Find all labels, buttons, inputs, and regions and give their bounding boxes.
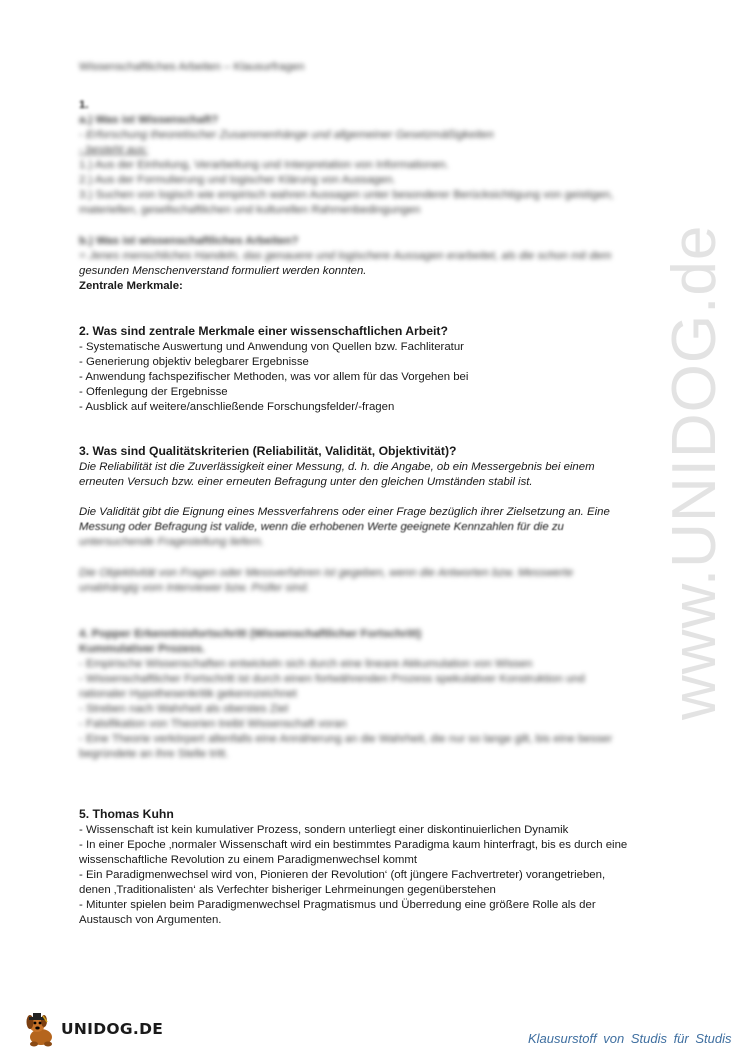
section-3-validity: Messung oder Befragung ist valide, wenn die erhobenen Werte geeignete Kennzahlen für die zu [79, 521, 564, 533]
section-3-title: 3. Was sind Qualitätskriterien (Reliabilität, Validität, Objektivität)? [79, 444, 457, 458]
section-1a-line: 3.) Suchen von logisch wie empirisch wahren Aussagen unter besonderer Berücksichtigung von geistigen, [79, 189, 614, 201]
section-4-item: - Eine Theorie verkörpert allenfalls eine Annäherung an die Wahrheit, die nur so lange gilt, bis eine besser [79, 733, 613, 745]
section-1a-line: 2.) Aus der Formulierung und logischer Klärung von Aussagen. [79, 174, 396, 186]
section-5-item: Austausch von Argumenten. [79, 914, 222, 926]
section-1b-line: = Jenes menschliches Handeln, das genauere und logischere Aussagen erarbeitet, als die schon mit dem [79, 250, 612, 262]
section-2-item: - Systematische Auswertung und Anwendung von Quellen bzw. Fachliteratur [79, 341, 464, 353]
section-3-objectivity: unabhängig vom Interviewer bzw. Prüfer sind. [79, 582, 310, 594]
section-4-subtitle: Kummulativer Prozess. [79, 643, 205, 655]
section-3-objectivity: Die Objektivität von Fragen oder Messverfahren ist gegeben, wenn die Antworten bzw. Messwerte [79, 567, 574, 579]
section-2-item: - Anwendung fachspezifischer Methoden, was vor allem für das Vorgehen bei [79, 371, 469, 383]
section-5-item: - In einer Epoche ‚normaler Wissenschaft wird ein bestimmtes Paradigma kaum hinterfragt, bis es durch eine [79, 839, 628, 851]
section-4-item: - Falsifikation von Theorien treibt Wissenschaft voran [79, 718, 347, 730]
section-1-number: 1. [79, 99, 89, 111]
section-5-item: - Mitunter spielen beim Paradigmenwechsel Pragmatismus und Überredung eine größere Rolle als der [79, 899, 596, 911]
section-5-item: denen ‚Traditionalisten‘ als Verfechter bisheriger Lehrmeinungen gegenüberstehen [79, 884, 496, 896]
section-3-reliability: Die Reliabilität ist die Zuverlässigkeit einer Messung, d. h. die Angabe, ob ein Messergebnis bei einem [79, 461, 595, 473]
section-4-title: 4. Popper Erkenntnisfortschritt (Wissenschaftlicher Fortschritt) [79, 628, 422, 640]
logo-text: UNIDOG.DE [61, 1020, 164, 1038]
dog-icon [24, 1012, 64, 1048]
section-3-validity: untersuchende Fragestellung liefern. [79, 536, 264, 548]
section-3-reliability: erneuten Versuch bzw. einer erneuten Befragung unter den gleichen Umständen stabil ist. [79, 476, 533, 488]
section-2-title: 2. Was sind zentrale Merkmale einer wissenschaftlichen Arbeit? [79, 324, 448, 338]
section-1-merkmale: Zentrale Merkmale: [79, 280, 183, 292]
section-1a-line: materiellen, gesellschaftlichen und kulturellen Rahmenbedingungen [79, 204, 421, 216]
section-5-item: - Wissenschaft ist kein kumulativer Prozess, sondern unterliegt einer diskontinuierlichen Dynamik [79, 824, 569, 836]
section-5-item: wissenschaftliche Revolution zu einem Paradigmenwechsel kommt [79, 854, 418, 866]
section-1a-line: 1.) Aus der Einholung, Verarbeitung und Interpretation von Informationen. [79, 159, 449, 171]
footer-tagline: Klausurstoff von Studis für Studis [528, 1031, 732, 1046]
section-1a-line: - besteht aus: [79, 144, 149, 156]
section-2-item: - Generierung objektiv belegbarer Ergebnisse [79, 356, 309, 368]
unidog-logo[interactable] [24, 1012, 164, 1048]
section-4-item: - Streben nach Wahrheit als oberstes Ziel [79, 703, 289, 715]
document-header: Wissenschaftliches Arbeiten – Klausurfragen [79, 61, 305, 73]
section-5-item: - Ein Paradigmenwechsel wird von, Pionieren der Revolution‘ (oft jüngere Fachvertreter) vorangetrieben, [79, 869, 606, 881]
section-4-item: rationaler Hypothesenkritik gekennzeichnet [79, 688, 297, 700]
section-1b-line: gesunden Menschenverstand formuliert werden konnten. [79, 265, 367, 277]
section-1a-line: - Erforschung theoretischer Zusammenhänge und allgemeiner Gesetzmäßigkeiten [79, 129, 494, 141]
section-2-item: - Ausblick auf weitere/anschließende Forschungsfelder/-fragen [79, 401, 395, 413]
section-2-item: - Offenlegung der Ergebnisse [79, 386, 228, 398]
section-1a-title: a.) Was ist Wissenschaft? [79, 114, 219, 126]
section-4-item: - Wissenschaftlicher Fortschritt ist durch einen fortwährenden Prozess spekulativer Konstruktion und [79, 673, 585, 685]
watermark: www.UNIDOG.de [660, 224, 729, 720]
section-1b-title: b.) Was ist wissenschaftliches Arbeiten? [79, 235, 299, 247]
section-3-validity: Die Validität gibt die Eignung eines Messverfahrens oder einer Frage bezüglich ihrer Zielsetzung an. Eine [79, 506, 610, 518]
section-4-item: begründete an ihre Stelle tritt. [79, 748, 229, 760]
section-4-item: - Empirische Wissenschaften entwickeln sich durch eine lineare Akkumulation von Wissen [79, 658, 533, 670]
section-5-title: 5. Thomas Kuhn [79, 807, 174, 821]
